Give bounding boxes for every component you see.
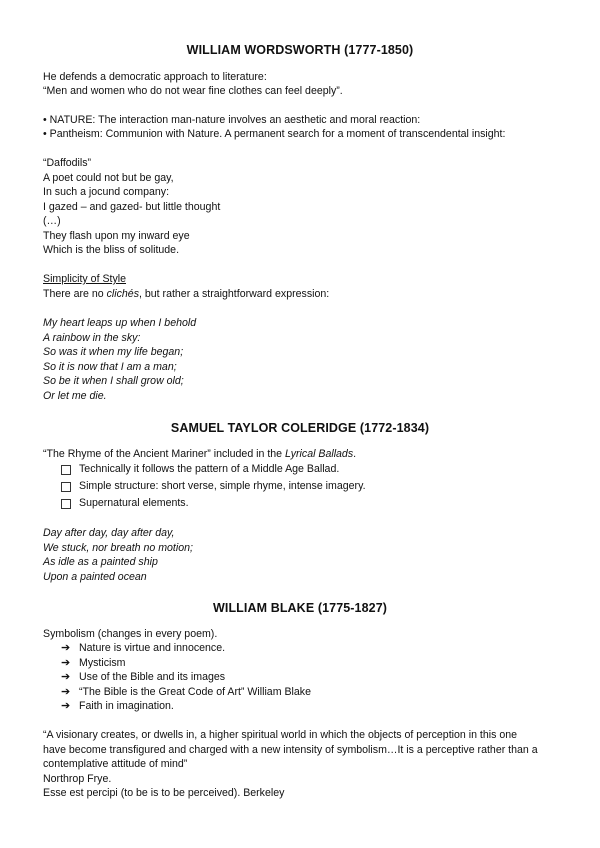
arrow-right-icon: ➔ — [61, 642, 71, 654]
italic-poem-line: So it is now that I am a man; — [43, 361, 177, 373]
checkbox-icon — [61, 482, 71, 492]
checklist-item: Simple structure: short verse, simple rhyme, intense imagery. — [79, 480, 366, 492]
poem-line: In such a jocund company: — [43, 186, 170, 198]
arrow-right-icon: ➔ — [61, 671, 71, 683]
wordsworth-intro-1: He defends a democratic approach to literature: — [43, 71, 267, 83]
coleridge-title: SAMUEL TAYLOR COLERIDGE (1772-1834) — [170, 421, 430, 435]
blake-item: “The Bible is the Great Code of Art” William Blake — [79, 686, 311, 698]
italic-poem-line: Or let me die. — [43, 390, 107, 402]
berkeley-line: Esse est percipi (to be is to be perceived). Berkeley — [43, 787, 285, 799]
coleridge-intro — [43, 448, 356, 461]
style-pre: There are no — [43, 288, 107, 300]
blake-quote-line: have become transfigured and charged with a new intensity of symbolism…It is a perceptive rather than a — [43, 744, 538, 756]
checklist-item: Technically it follows the pattern of a Middle Age Ballad. — [79, 463, 340, 475]
coleridge-intro-pre: “The Rhyme of the Ancient Mariner” included in the — [43, 448, 286, 460]
checkbox-icon — [61, 465, 71, 475]
arrow-right-icon: ➔ — [61, 700, 71, 712]
coleridge-intro-italic: Lyrical Ballads — [285, 448, 354, 460]
wordsworth-intro-2: “Men and women who do not wear fine clothes can feel deeply”. — [43, 85, 343, 97]
coleridge-poem-line: We stuck, nor breath no motion; — [43, 542, 193, 554]
coleridge-poem-line: As idle as a painted ship — [43, 556, 158, 568]
blake-item: Nature is virtue and innocence. — [79, 642, 226, 654]
arrow-right-icon: ➔ — [61, 686, 71, 698]
wordsworth-bullet-2: • Pantheism: Communion with Nature. A permanent search for a moment of transcendental insight: — [43, 128, 506, 140]
italic-poem-line: So be it when I shall grow old; — [43, 375, 184, 387]
poem-line: I gazed – and gazed- but little thought — [43, 201, 221, 213]
poem-line: They flash upon my inward eye — [43, 230, 190, 242]
wordsworth-title: WILLIAM WORDSWORTH (1777-1850) — [186, 43, 414, 57]
style-sentence — [43, 288, 329, 301]
blake-intro: Symbolism (changes in every poem). — [43, 628, 218, 640]
blake-quote-line: “A visionary creates, or dwells in, a higher spiritual world in which the objects of perception in this one — [43, 729, 518, 741]
coleridge-poem-line: Upon a painted ocean — [43, 571, 147, 583]
italic-poem-line: A rainbow in the sky: — [43, 332, 141, 344]
poem-line: A poet could not but be gay, — [43, 172, 174, 184]
arrow-right-icon: ➔ — [61, 657, 71, 669]
blake-quote-line: contemplative attitude of mind” — [43, 758, 188, 770]
coleridge-poem-line: Day after day, day after day, — [43, 527, 175, 539]
blake-title: WILLIAM BLAKE (1775-1827) — [212, 601, 388, 615]
checklist-item: Supernatural elements. — [79, 497, 189, 509]
poem-line: Which is the bliss of solitude. — [43, 244, 180, 256]
blake-item: Mysticism — [79, 657, 126, 669]
wordsworth-bullet-1: • NATURE: The interaction man-nature involves an aesthetic and moral reaction: — [43, 114, 421, 126]
poem-title: “Daffodils” — [43, 157, 92, 169]
style-heading: Simplicity of Style — [43, 273, 127, 285]
poem-line: (…) — [43, 215, 61, 227]
coleridge-intro-post: . — [353, 448, 357, 460]
style-italic: clichés — [106, 288, 139, 300]
style-post: , but rather a straightforward expression: — [139, 288, 330, 300]
blake-quote-author: Northrop Frye. — [43, 773, 112, 785]
blake-item: Use of the Bible and its images — [79, 671, 226, 683]
checkbox-icon — [61, 499, 71, 509]
italic-poem-line: My heart leaps up when I behold — [43, 317, 197, 329]
blake-item: Faith in imagination. — [79, 700, 174, 712]
italic-poem-line: So was it when my life began; — [43, 346, 184, 358]
